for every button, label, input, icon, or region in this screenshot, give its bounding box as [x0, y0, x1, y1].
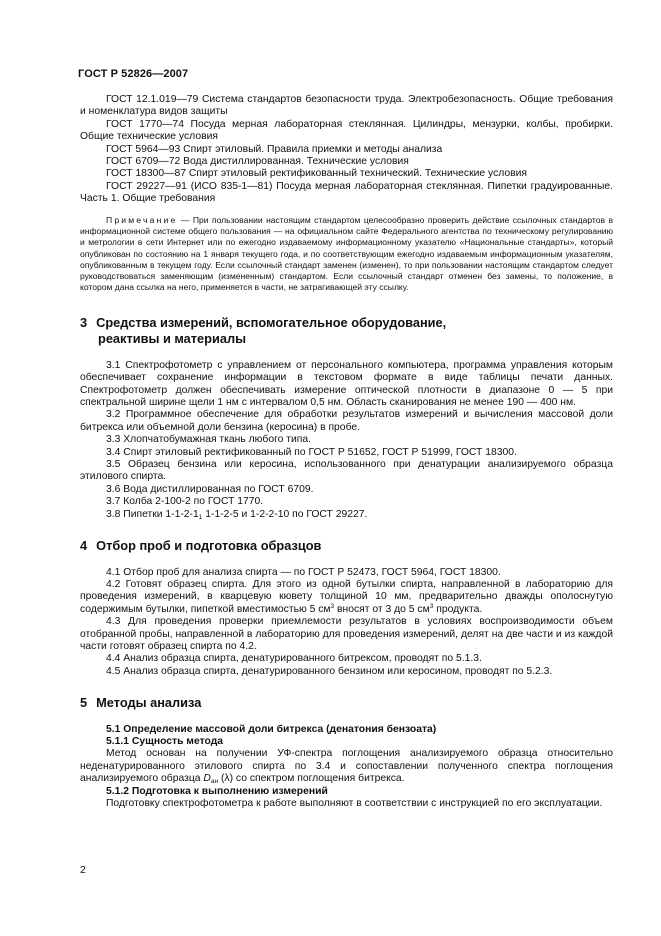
subsection-5-1-heading: 5.1 Определение массовой доли битрекса (денатония бензоата)	[106, 723, 437, 735]
ref-gost-1770: ГОСТ 1770—74 Посуда мерная лабораторная стеклянная. Цилиндры, мензурки, колбы, пробирки. Общие технические условия	[80, 118, 613, 143]
item-3-8-part-b: 1-1-2-5 и 1-2-2-10 по ГОСТ 29227.	[202, 508, 368, 520]
item-4-5: 4.5 Анализ образца спирта, денатурированного бензином или керосином, проводят по 5.2.3.	[106, 665, 553, 677]
section-5-heading	[80, 695, 613, 712]
item-3-8	[80, 509, 613, 521]
ref-gost-5964: ГОСТ 5964—93 Спирт этиловый. Правила приемки и методы анализа	[106, 143, 443, 155]
section-4-number: 4	[80, 538, 88, 554]
section-4-heading	[80, 538, 613, 555]
item-3-8-subscript: 1	[198, 513, 203, 521]
item-4-2	[80, 579, 613, 616]
item-4-2-part-a: 4.2 Готовят образец спирта. Для этого из одной бутылки спирта, направленной в лабораторию для проведения измерений, в кварцевую кювету толщиной 10 мм, предварительно дважды ополоснутую содержимым бутылки, пипеткой вместимостью 5 см	[80, 578, 613, 615]
symbol-d: D	[203, 773, 211, 785]
item-4-2-part-b: вносят от 3 до 5 см	[334, 603, 430, 615]
ref-gost-12-1-019: ГОСТ 12.1.019—79 Система стандартов безопасности труда. Электробезопасность. Общие требования и номенклатура видов защиты	[80, 94, 613, 118]
subsection-5-1-2-heading: 5.1.2 Подготовка к выполнению измерений	[106, 785, 328, 797]
page-header: ГОСТ Р 52826—2007	[78, 68, 189, 80]
section-5-body	[80, 724, 613, 811]
section-4-items	[80, 567, 613, 679]
item-4-1: 4.1 Отбор проб для анализа спирта — по ГОСТ Р 52473, ГОСТ 5964, ГОСТ 18300.	[106, 566, 501, 578]
section-5-title: Методы анализа	[96, 695, 202, 711]
item-4-2-sup1: 3	[330, 602, 335, 610]
paragraph-5-1-2: Подготовку спектрофотометра к работе выполняют в соответствии с инструкцией по его эксплуатации.	[106, 798, 603, 810]
section-4-title: Отбор проб и подготовка образцов	[96, 538, 322, 554]
section-5-number: 5	[80, 695, 88, 711]
symbol-d-subscript: ан	[210, 778, 219, 786]
ref-gost-6709: ГОСТ 6709—72 Вода дистиллированная. Технические условия	[106, 156, 409, 168]
section-3-items	[80, 360, 613, 521]
note-paragraph	[80, 215, 613, 294]
document-body	[80, 94, 613, 811]
section-3-heading	[80, 315, 613, 332]
item-3-7: 3.7 Колба 2-100-2 по ГОСТ 1770.	[106, 496, 264, 508]
note-text: — При пользовании настоящим стандартом целесообразно проверить действие ссылочных стандартов в информационной системе общего пользования — на официальном сайте Федерального агентства по техническому регулированию и метрологии в сети Интернет или по ежегодно издаваемому информационному указателю «Национальные стандарты», который опубликован по состоянию на 1 января текущего года, и по соответствующим ежегодно издаваемым информационным указателям, опубликованным в текущем году. Если ссылочный стандарт заменен (изменен), то при пользовании настоящим стандартом следует руководствоваться заменяющим (измененным) стандартом. Если ссылочный стандарт отменен без замены, то положение, в котором дана ссылка на него, применяется в части, не затрагивающей эту ссылку.	[80, 214, 613, 293]
paragraph-5-1-1-part-a: Метод основан на получении УФ-спектра поглощения анализируемого образца относительно неденатурированного этилового спирта по 3.4 и сопоставлении полученного спектра поглощения анализируемого образца	[80, 748, 613, 785]
paragraph-5-1-1-part-b: (λ) со спектром поглощения битрекса.	[218, 773, 405, 785]
subsection-5-1-1-heading: 5.1.1 Сущность метода	[106, 736, 224, 748]
item-3-5: 3.5 Образец бензина или керосина, использованного при денатурации анализируемого образца этилового спирта.	[80, 458, 613, 483]
item-4-3: 4.3 Для проведения проверки приемлемости результатов в условиях воспроизводимости объем отобранной пробы, направленной в лабораторию для проведения измерений, делят на две части и из каждой части готовят образец спирта по 4.2.	[80, 616, 613, 652]
section-3-number: 3	[80, 314, 88, 330]
item-3-3: 3.3 Хлопчатобумажная ткань любого типа.	[106, 434, 312, 446]
item-4-2-sup2: 3	[429, 602, 434, 610]
section-3-title-line1: Средства измерений, вспомогательное оборудование,	[96, 314, 447, 330]
ref-gost-29227: ГОСТ 29227—91 (ИСО 835-1—81) Посуда мерная лабораторная стеклянная. Пипетки градуированные. Часть 1. Общие требования	[80, 180, 613, 205]
item-3-4: 3.4 Спирт этиловый ректификованный по ГОСТ Р 51652, ГОСТ Р 51999, ГОСТ 18300.	[106, 446, 517, 458]
item-4-4: 4.4 Анализ образца спирта, денатурированного битрексом, проводят по 5.1.3.	[106, 653, 482, 665]
item-4-2-part-c: продукта.	[433, 603, 483, 615]
item-3-8-part-a: 3.8 Пипетки 1-1-2-1	[106, 508, 199, 520]
item-3-6: 3.6 Вода дистиллированная по ГОСТ 6709.	[106, 483, 314, 495]
item-3-2: 3.2 Программное обеспечение для обработки результатов измерений и вычисления массовой доли битрекса или объемной доли бензина (керосина) в пробе.	[80, 409, 613, 433]
section-3-heading-line2: реактивы и материалы	[98, 331, 247, 347]
item-3-1: 3.1 Спектрофотометр с управлением от персонального компьютера, программа управления которым обеспечивает сохранение информации в текстовом формате в виде таблицы печати данных. Спектрофотометр должен обеспечивать измерение оптической плотности в диапазоне 0 — 5 при спектральной ширине щели 1 нм с интервалом 0,5 нм. Область сканирования не менее 190 — 400 нм.	[80, 359, 613, 408]
note-label: Примечание	[106, 214, 178, 225]
page-number: 2	[80, 865, 86, 876]
paragraph-5-1-1	[80, 748, 613, 785]
ref-gost-18300: ГОСТ 18300—87 Спирт этиловый ректификованный технический. Технические условия	[106, 168, 528, 180]
